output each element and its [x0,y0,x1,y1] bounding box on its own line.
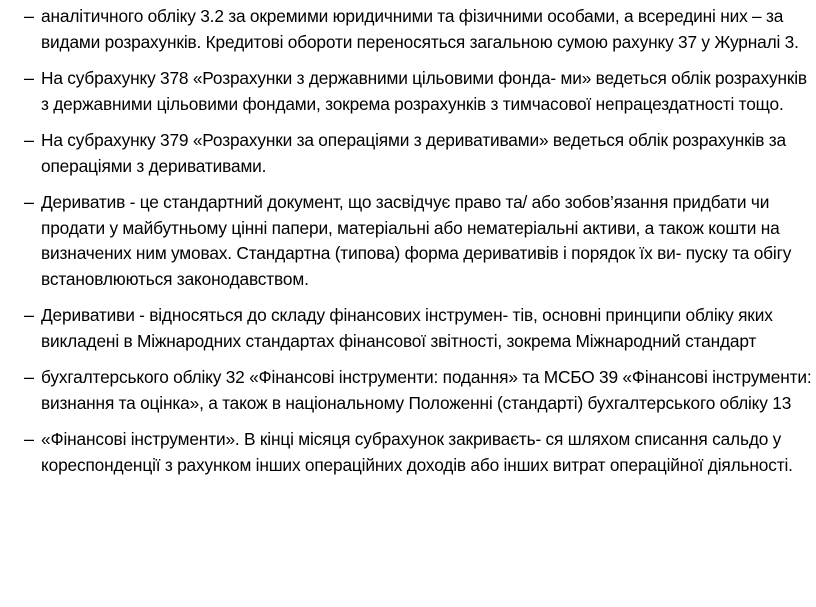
paragraph-text: На субрахунку 379 «Розрахунки за операціями з деривативами» ведеться облік розрахунків за операціями з деривативами. [41,130,786,176]
paragraph-text: Деривативи - відносяться до складу фінансових інструмен- тів, основні принципи обліку яких викладені в Міжнародних стандартах фінансової звітності, зокрема Міжнародний стандарт [41,305,773,351]
bullet-dash: – [23,367,34,387]
list-item [0,190,816,292]
paragraph-text: бухгалтерського обліку 32 «Фінансові інструменти: подання» та МСБО 39 «Фінансові інструменти: визнання та оцінка», а також в національному Положенні (стандарті) бухгалтерського обліку 13 [41,367,812,413]
paragraph-text: На субрахунку 378 «Розрахунки з державними цільовими фонда- ми» ведеться облік розрахунків з державними цільовими фондами, зокрема розрахунків з тимчасової непрацездатності тощо. [41,68,807,114]
bullet-dash: – [23,305,34,325]
list-item [0,365,816,416]
list-item [0,4,816,55]
list-item [0,128,816,179]
paragraph-text: «Фінансові інструменти». В кінці місяця субрахунок закриваєть- ся шляхом списання сальдо у кореспонденції з рахунком інших операційних доходів або інших витрат операційної діяльності. [41,429,793,475]
list-item [0,66,816,117]
bullet-dash: – [23,68,34,88]
bullet-dash: – [23,130,34,150]
paragraph-text: аналітичного обліку 3.2 за окремими юридичними та фізичними особами, а всередині них – за видами розрахунків. Кредитові обороти переносяться загальною сумою рахунку 37 у Журналі 3. [41,6,799,52]
bullet-dash: – [23,192,34,212]
bullet-dash: – [23,6,34,26]
paragraph-text: Дериватив - це стандартний документ, що засвідчує право та/ або зобов’язання придбати чи продати у майбутньому цінні папери, матеріальні або нематеріальні активи, а також кошти на визначених ним умовах. Стандартна (типова) форма деривативів і порядок їх ви- пуску та обігу встановлюються законодавством. [41,192,792,289]
list-item [0,427,816,478]
list-item [0,303,816,354]
document-body [0,4,816,489]
bullet-dash: – [23,429,34,449]
